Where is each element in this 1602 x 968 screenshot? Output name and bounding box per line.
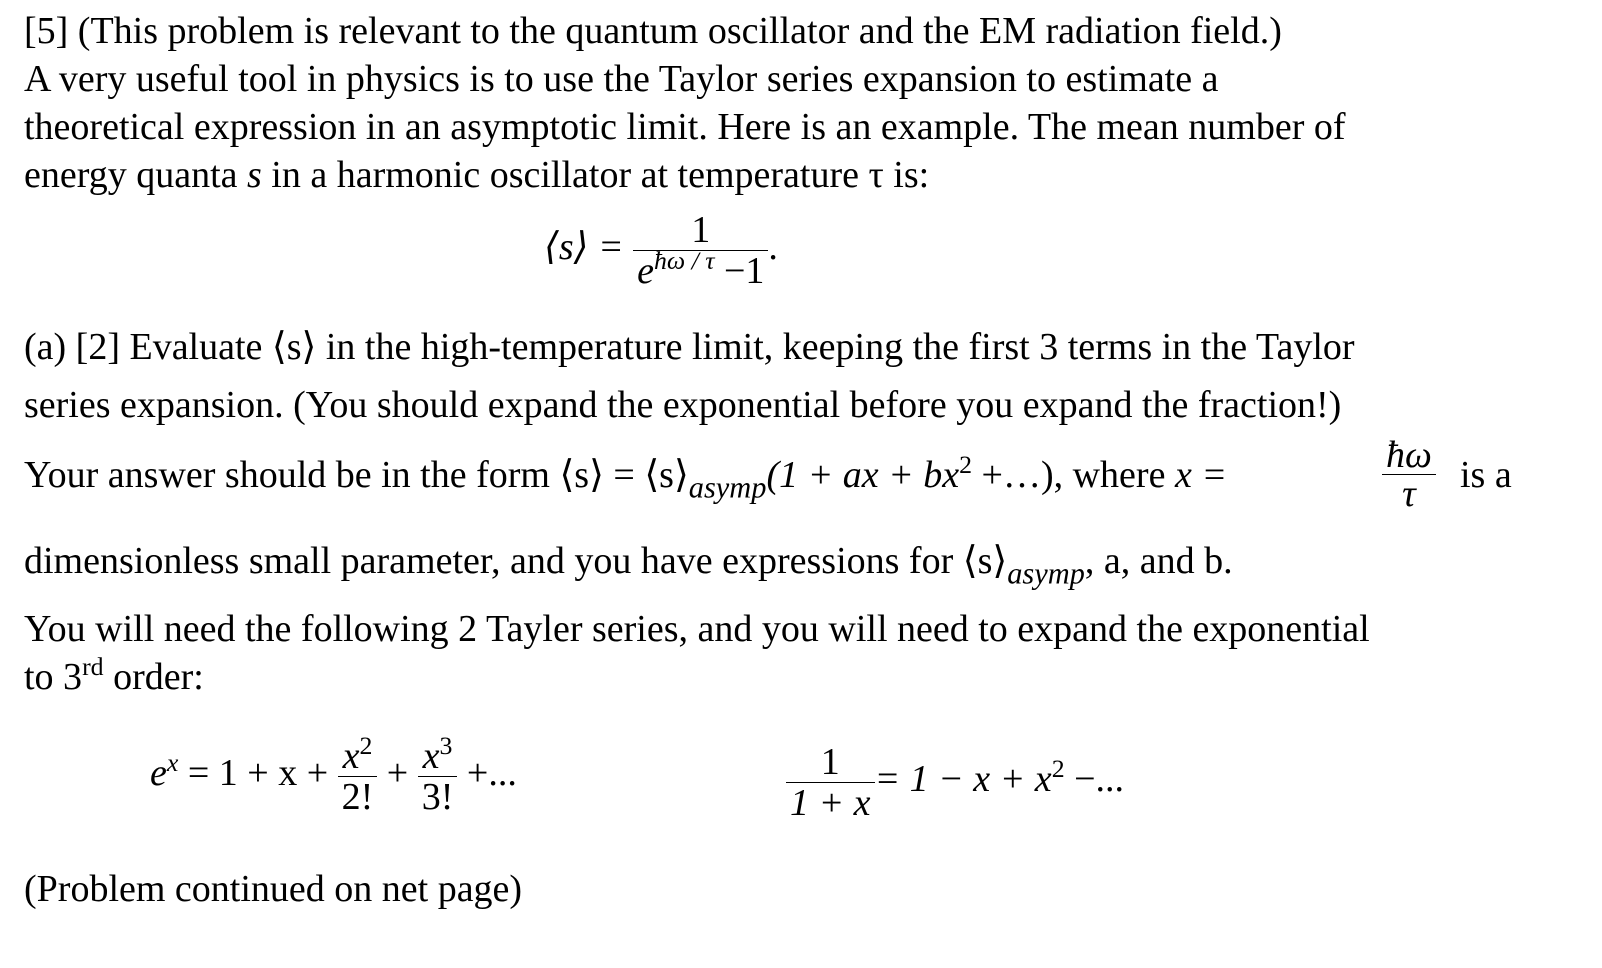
- part-a-line-4: dimensionless small parameter, and you have expressions for $⟨s⟩_{asymp}$, a, and b.: [24, 540, 1233, 591]
- x-definition-fraction: $\frac{ħ\omega}{\tau}$: [1382, 436, 1436, 513]
- equation-lhs: ⟨s⟩ =: [544, 226, 624, 269]
- part-a-line-2: series expansion. (You should expand the exponential before you expand the fraction!): [24, 384, 1342, 426]
- equation-denominator: $e^{ħ\omega / \tau} -1$: [633, 250, 768, 291]
- part-a-line-5: You will need the following 2 Tayler series, and you will need to expand the exponential: [24, 608, 1370, 650]
- intro-line-1: A very useful tool in physics is to use the Taylor series expansion to estimate a: [24, 58, 1219, 100]
- series-term-2: $\frac{x^2}{2!}$: [338, 736, 378, 817]
- exponential-series: $e^x = 1 + x$ + $\frac{x^2}{2!}$ + $\frac{x^3}{3!}$ +...: [150, 730, 517, 818]
- continued-note: (Problem continued on net page): [24, 868, 523, 910]
- part-a-line-6: to 3rd order:: [24, 651, 204, 698]
- problem-header: [5] (This problem is relevant to the quantum oscillator and the EM radiation field.): [24, 10, 1282, 52]
- intro-line-2: theoretical expression in an asymptotic limit. Here is an example. The mean number of: [24, 106, 1346, 148]
- geometric-series: $\frac{1}{1 + x}$ = $1 - x + x^2$ −...: [786, 742, 1124, 823]
- part-a-line-1: (a) [2] Evaluate ⟨s⟩ in the high-temperature limit, keeping the first 3 terms in the Taylor: [24, 326, 1355, 368]
- part-a-line-3-end: is a: [1460, 454, 1512, 496]
- geometric-fraction: $\frac{1}{1 + x}$: [786, 742, 875, 823]
- part-a-line-3: Your answer should be in the form ⟨s⟩ = $⟨s⟩_{asymp}(1$ + ax + $bx^2$ +…), where x =: [24, 449, 1227, 505]
- series-term-3: $\frac{x^3}{3!}$: [418, 736, 458, 817]
- mean-quanta-equation: ⟨s⟩ = $\frac{1}{e^{ħ\omega / \tau} -1}$ .: [544, 209, 778, 292]
- intro-line-3: energy quanta s in a harmonic oscillator at temperature τ is:: [24, 154, 930, 196]
- equation-numerator: 1: [691, 209, 711, 251]
- equation-fraction: [633, 210, 768, 291]
